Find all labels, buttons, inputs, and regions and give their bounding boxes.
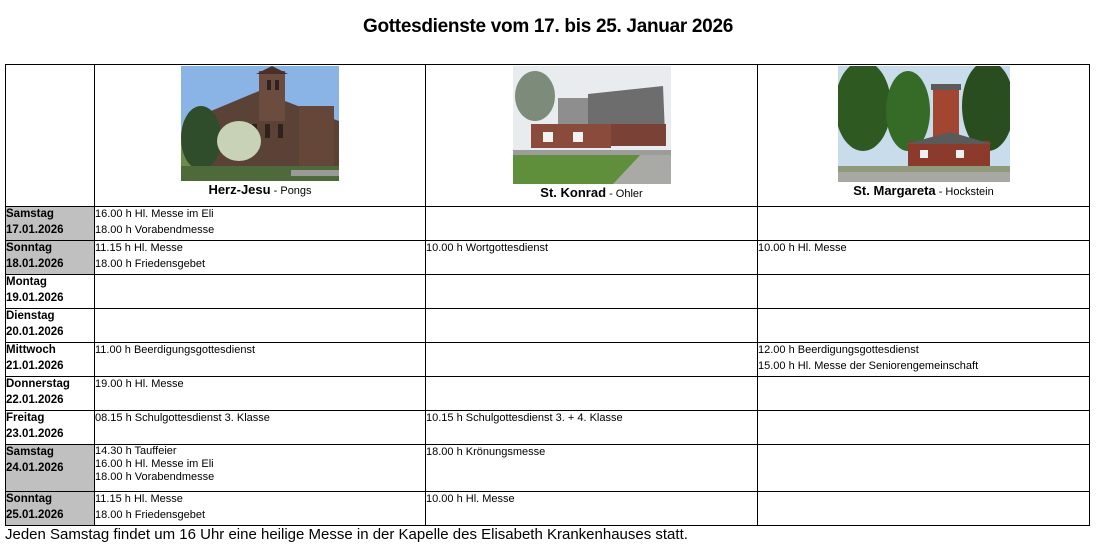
st-margareta-slot	[758, 207, 1090, 241]
service-entry: 18.00 h Krönungsmesse	[426, 446, 546, 458]
day-cell	[6, 343, 95, 377]
service-entry: 10.00 h Hl. Messe	[758, 242, 847, 254]
herz-jesu-slot	[95, 492, 426, 526]
service-entry: 11.15 h Hl. Messe	[95, 493, 183, 505]
service-entry: 10.00 h Hl. Messe	[426, 493, 515, 505]
service-entry: 18.00 h Friedensgebet	[95, 508, 206, 521]
day-row	[6, 343, 1090, 377]
day-cell	[6, 411, 95, 445]
service-entry: 18.00 h Friedensgebet	[95, 257, 206, 270]
day-row	[6, 275, 1090, 309]
page-title: Gottesdienste vom 17. bis 25. Januar 2026	[363, 16, 733, 37]
weekday-label: Donnerstag	[6, 378, 70, 390]
day-row	[6, 377, 1090, 411]
day-cell	[6, 207, 95, 241]
st-konrad-church-photo	[513, 66, 671, 184]
service-entry: 08.15 h Schulgottesdienst 3. Klasse	[95, 412, 270, 424]
day-row	[6, 492, 1090, 526]
st-konrad-slot	[426, 492, 758, 526]
service-entry: 16.00 h Hl. Messe im Eli	[95, 208, 214, 220]
church-name-st-margareta: St. Margareta - Hockstein	[853, 183, 994, 198]
service-entry: 10.15 h Schulgottesdienst 3. + 4. Klasse	[426, 412, 623, 424]
st-margareta-slot	[758, 241, 1090, 275]
date-label: 17.01.2026	[6, 223, 64, 236]
st-konrad-slot	[426, 343, 758, 377]
st-margareta-slot	[758, 343, 1090, 377]
church-name-herz-jesu: Herz-Jesu - Pongs	[208, 182, 312, 197]
date-label: 21.01.2026	[6, 359, 64, 372]
day-cell	[6, 241, 95, 275]
service-entry: 12.00 h Beerdigungsgottesdienst	[758, 344, 919, 356]
st-margareta-slot	[758, 445, 1090, 492]
service-entry: 14.30 h Tauffeier	[95, 445, 177, 457]
day-row	[6, 445, 1090, 492]
schedule-table	[5, 64, 1090, 526]
weekday-label: Samstag	[6, 446, 54, 458]
church-header-st-konrad	[426, 65, 758, 207]
weekday-label: Sonntag	[6, 242, 52, 254]
weekday-label: Sonntag	[6, 493, 52, 505]
weekday-label: Samstag	[6, 208, 54, 220]
date-label: 25.01.2026	[6, 508, 64, 521]
date-label: 18.01.2026	[6, 257, 64, 270]
day-row	[6, 241, 1090, 275]
church-header-row	[6, 65, 1090, 207]
date-label: 20.01.2026	[6, 325, 64, 338]
st-konrad-slot	[426, 445, 758, 492]
st-margareta-slot	[758, 275, 1090, 309]
service-entry: 19.00 h Hl. Messe	[95, 378, 184, 390]
herz-jesu-slot	[95, 411, 426, 445]
service-entry: 10.00 h Wortgottesdienst	[426, 242, 549, 254]
st-margareta-slot	[758, 377, 1090, 411]
church-header-st-margareta	[758, 65, 1090, 207]
st-margareta-slot	[758, 411, 1090, 445]
service-entry: 11.15 h Hl. Messe	[95, 242, 183, 254]
st-konrad-slot	[426, 241, 758, 275]
st-konrad-slot	[426, 411, 758, 445]
st-konrad-slot	[426, 377, 758, 411]
day-row	[6, 207, 1090, 241]
st-konrad-slot	[426, 309, 758, 343]
day-cell	[6, 377, 95, 411]
st-margareta-slot	[758, 492, 1090, 526]
church-name-st-konrad: St. Konrad - Ohler	[540, 185, 643, 200]
day-row	[6, 411, 1090, 445]
date-label: 19.01.2026	[6, 291, 64, 304]
day-cell	[6, 492, 95, 526]
st-konrad-slot	[426, 207, 758, 241]
service-entry: 18.00 h Vorabendmesse	[95, 223, 215, 236]
st-margareta-church-photo	[838, 66, 1010, 182]
herz-jesu-slot	[95, 241, 426, 275]
date-label: 22.01.2026	[6, 393, 64, 406]
weekday-label: Mittwoch	[6, 344, 56, 356]
service-entry: 15.00 h Hl. Messe der Seniorengemeinschaft	[758, 359, 979, 372]
church-header-herz-jesu	[95, 65, 426, 207]
herz-jesu-slot	[95, 309, 426, 343]
service-entry: 18.00 h Vorabendmesse	[95, 471, 215, 483]
day-cell	[6, 275, 95, 309]
service-entry: 11.00 h Beerdigungsgottesdienst	[95, 344, 256, 356]
day-cell	[6, 309, 95, 343]
day-cell	[6, 445, 95, 492]
service-entry: 16.00 h Hl. Messe im Eli	[95, 458, 214, 470]
herz-jesu-slot	[95, 343, 426, 377]
herz-jesu-slot	[95, 445, 426, 492]
weekday-label: Freitag	[6, 412, 45, 424]
corner-cell	[6, 65, 95, 207]
herz-jesu-slot	[95, 275, 426, 309]
footer-note: Jeden Samstag findet um 16 Uhr eine heilige Messe in der Kapelle des Elisabeth Krankenhauses statt.	[5, 526, 688, 543]
date-label: 23.01.2026	[6, 427, 64, 440]
herz-jesu-church-photo	[181, 66, 339, 181]
weekday-label: Montag	[6, 276, 47, 288]
herz-jesu-slot	[95, 207, 426, 241]
day-row	[6, 309, 1090, 343]
date-label: 24.01.2026	[6, 461, 64, 474]
herz-jesu-slot	[95, 377, 426, 411]
st-konrad-slot	[426, 275, 758, 309]
weekday-label: Dienstag	[6, 310, 55, 322]
st-margareta-slot	[758, 309, 1090, 343]
